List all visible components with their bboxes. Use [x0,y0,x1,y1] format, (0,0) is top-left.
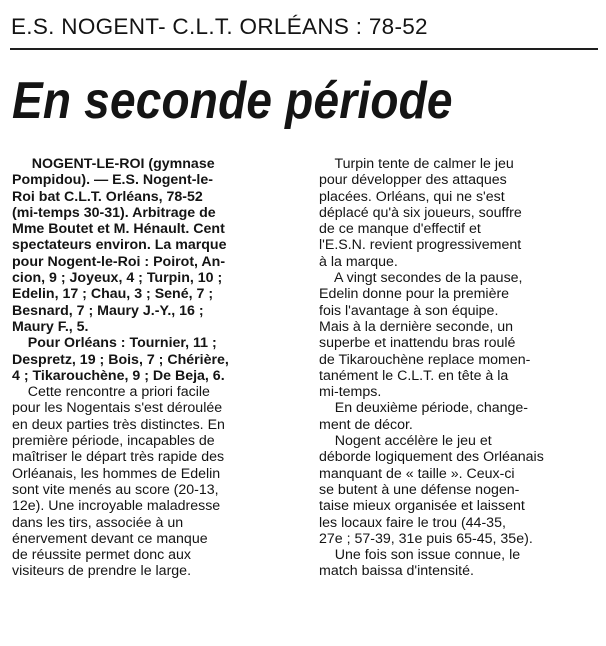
article-text-line: NOGENT-LE-ROI (gymnase [12,156,215,172]
header-divider [10,48,598,50]
article-text-line: maîtriser le départ très rapide des [12,449,225,466]
article-text-line: à la marque. [319,253,398,270]
article-text-line: Pour Orléans : Tournier, 11 ; [12,335,217,352]
article-text-line: spectateurs environ. La marque [12,237,227,254]
article-text-line: ment de décor. [319,416,413,433]
article-text-line: 12e). Une incroyable maladresse [12,498,221,515]
article-text-line: pour Nogent-le-Roi : Poirot, An- [12,253,226,270]
article-headline: En seconde période [12,71,453,130]
article-text-line: Maury F., 5. [12,318,89,335]
article-text-line: taise mieux organisée et laissent [319,498,525,515]
article-text-line: se butent à une défense nogen- [319,481,520,498]
article-text-line: Mme Boutet et M. Hénault. Cent [12,221,225,238]
article-text-line: les locaux faire le trou (44-35, [319,514,506,531]
article-text-line: énervement devant ce manque [12,530,208,547]
article-text-line: première période, incapables de [12,433,215,450]
article-text-line: Nogent accélère le jeu et [319,433,492,450]
article-text-line: visiteurs de prendre le large. [12,563,192,580]
article-text-line: dans les tirs, associée à un [12,514,184,531]
article-text-line: pour les Nogentais s'est déroulée [12,400,223,417]
article-text-line: en deux parties très distinctes. En [12,416,225,433]
article-text-line: Pompidou). — E.S. Nogent-le- [12,172,213,189]
article-text-line: de ce manque d'effectif et [319,221,481,238]
article-text-line: tanément le C.L.T. en tête à la [319,367,509,384]
article-text-line: de Tikarouchène replace momen- [319,351,531,368]
article-text-line: fois l'avantage à son équipe. [319,302,499,319]
article-text-line: Cette rencontre a priori facile [12,384,210,401]
article-text-line: match baissa d'intensité. [319,563,474,580]
article-text-line: déborde logiquement des Orléanais [319,449,544,466]
article-text-line: l'E.S.N. revient progressivement [319,237,522,254]
article-text-line: Roi bat C.L.T. Orléans, 78-52 [12,188,203,205]
article-text-line: mi-temps. [319,384,382,401]
article-text-line: Edelin, 17 ; Chau, 3 ; Sené, 7 ; [12,286,214,303]
article-column-left [12,156,280,580]
article-text-line: déplacé qu'à six joueurs, souffre [319,204,522,221]
article-text-line: Mais à la dernière seconde, un [319,318,514,335]
article-text-line: 4 ; Tikarouchène, 9 ; De Beja, 6. [12,367,225,384]
article-text-line: Orléanais, les hommes de Edelin [12,465,221,482]
article-text-line: superbe et inattendu bras roulé [319,335,516,352]
article-text-line: En deuxième période, change- [319,400,529,417]
article-text-line: 27e ; 57-39, 31e puis 65-45, 35e). [319,530,533,547]
article-text-line: manquant de « taille ». Ceux-ci [319,465,515,482]
article-text-line: A vingt secondes de la pause, [319,270,523,287]
article-text-line: (mi-temps 30-31). Arbitrage de [12,204,216,221]
article-column-right [319,156,595,580]
article-text-line: sont vite menés au score (20-13, [12,481,219,498]
article-text-line: Besnard, 7 ; Maury J.-Y., 16 ; [12,302,204,319]
article-text-line: placées. Orléans, qui ne s'est [319,188,505,205]
article-text-line: pour développer des attaques [319,172,507,189]
article-text-line: cion, 9 ; Joyeux, 4 ; Turpin, 10 ; [12,270,223,287]
article-text-line: Despretz, 19 ; Bois, 7 ; Chérière, [12,351,229,368]
article-text-line: Turpin tente de calmer le jeu [319,156,514,172]
article-text-line: de réussite permet donc aux [12,547,192,564]
article-text-line: Une fois son issue connue, le [319,547,521,564]
match-score-kicker: E.S. NOGENT- C.L.T. ORLÉANS : 78-52 [11,14,428,39]
article-text-line: Edelin donne pour la première [319,286,510,303]
